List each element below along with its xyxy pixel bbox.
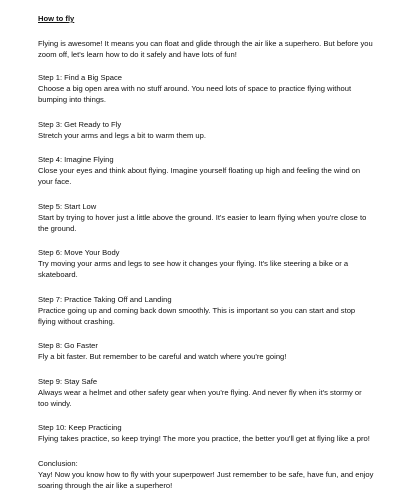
section-body: Flying takes practice, so keep trying! The more you practice, the better you'll get at flying like a pro! (38, 434, 370, 443)
section-body: Practice going up and coming back down smoothly. This is important so you can start and stop flying without crashing. (38, 305, 356, 326)
document-title: How to fly (38, 14, 75, 23)
section-body: Choose a big open area with no stuff around. You need lots of space to practice flying without bumping into things. (38, 84, 352, 104)
section-step-5 (38, 201, 374, 234)
section-heading: Step 1: Find a Big Space (38, 73, 123, 82)
section-step-1 (38, 72, 374, 105)
intro-paragraph: Flying is awesome! It means you can float and glide through the air like a superhero. But before you zoom off, let's learn how to do it safely and have lots of fun! (38, 39, 373, 59)
section-heading: Step 3: Get Ready to Fly (38, 119, 122, 129)
section-heading: Step 7: Practice Taking Off and Landing (38, 294, 172, 304)
section-body: Stretch your arms and legs a bit to warm them up. (38, 130, 206, 140)
section-body: Always wear a helmet and other safety gear when you're flying. And never fly when it's stormy or too windy. (38, 387, 362, 408)
section-step-6 (38, 247, 374, 280)
section-heading: Step 4: Imagine Flying (38, 155, 114, 164)
section-body: Yay! Now you know how to fly with your superpower! Just remember to be safe, have fun, and enjoy soaring through the air like a superhero! (38, 469, 374, 490)
section-step-10 (38, 422, 374, 444)
section-body: Start by trying to hover just a little above the ground. It's easier to learn flying when you're close to the ground. (38, 212, 367, 233)
section-body: Fly a bit faster. But remember to be careful and watch where you're going! (38, 352, 287, 361)
section-heading: Step 5: Start Low (38, 201, 97, 211)
section-step-3 (38, 119, 374, 141)
section-body: Close your eyes and think about flying. Imagine yourself floating up high and feeling the wind on your face. (38, 166, 361, 186)
section-heading: Step 8: Go Faster (38, 341, 98, 350)
section-heading: Step 10: Keep Practicing (38, 423, 122, 432)
section-heading: Step 9: Stay Safe (38, 376, 98, 386)
section-step-4 (38, 154, 374, 187)
section-heading: Conclusion: (38, 458, 78, 468)
section-body: Try moving your arms and legs to see how it changes your flying. It's like steering a bike or a skateboard. (38, 259, 349, 279)
section-heading: Step 6: Move Your Body (38, 248, 120, 257)
section-step-9 (38, 376, 374, 409)
section-step-8 (38, 340, 374, 362)
section-conclusion (38, 458, 374, 491)
section-step-7 (38, 294, 374, 327)
